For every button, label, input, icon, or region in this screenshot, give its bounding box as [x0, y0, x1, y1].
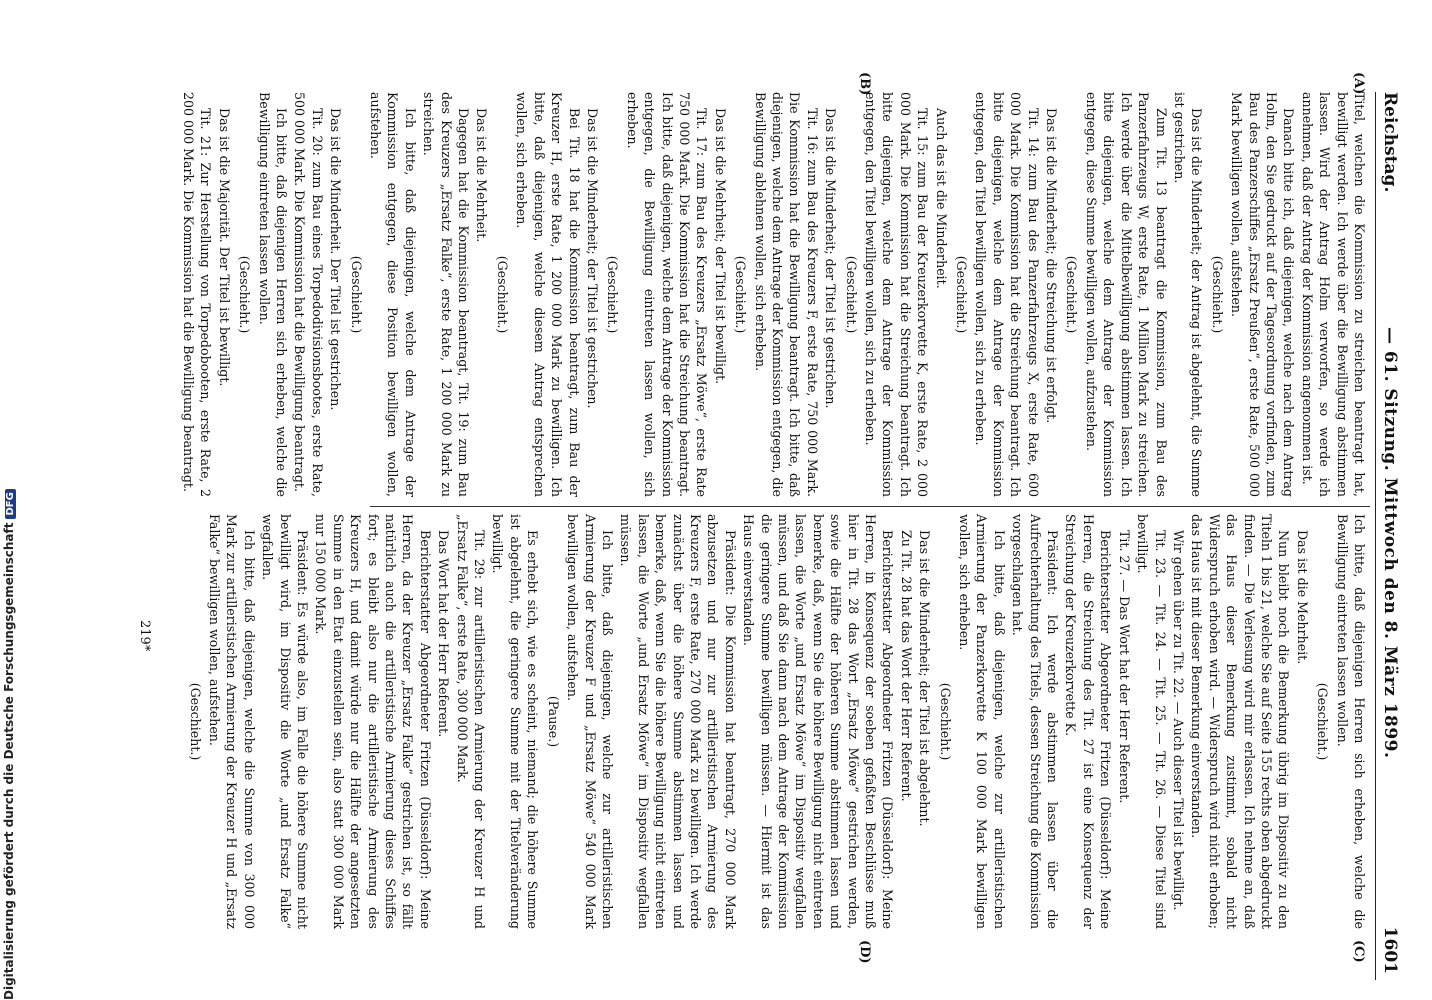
paragraph: Tit. 14: zum Bau des Panzerfahrzeugs X, erste Rate, 600 000 Mark. Die Kommission hat die Streichung beantragt. Ich bitte diejenigen, welche dem Antrage der Kommission entgegen, den Titel bewilligen wollen, sich zu erheben. — [973, 92, 1041, 497]
paragraph: Tit. 27. — Das Wort hat der Herr Referent. — [1116, 530, 1132, 804]
paragraph: Tit. 21: Zur Herstellung von Torpedobooten, erste Rate, 2 200 000 Mark. Die Kommission hat die Bewilligung beantragt. — [181, 92, 214, 497]
paragraph: Dagegen hat die Kommission beantragt, Tit. 19: zum Bau des Kreuzers „Ersatz Falke“, erste Rate, 1 200 000 Mark zu streichen. — [421, 92, 472, 497]
paragraph: Das Wort hat der Herr Referent. — [436, 530, 452, 738]
paragraph: Auch das ist die Minderheit. — [933, 108, 949, 289]
stage-direction: (Geschieht.) — [1064, 255, 1080, 334]
paragraph: Berichterstatter Abgeordneter Fritzen (Düsseldorf): Meine Herren, in Konsequenz der soeben gefaßten Beschlüsse muß hier in Tit. 28 das Wort „Ersatz Möwe“ gestrichen werden, sowie die Hälfte der höheren Summe abstimmen lassen und bemerke, daß, wenn Sie die höhere Bewilligung nicht eintreten lassen, die Worte „und Ersatz Möwe“ im Dispositiv wegfallen müssen, und daß Sie dann nach dem Antrage der Kommission die geringere Summe bewilligen müssen. — Hiermit ist das Haus einverstanden. — [741, 514, 896, 929]
header-publication: Reichstag. — [1380, 92, 1400, 193]
page-footer-signature: 219* — [137, 620, 152, 652]
stage-direction: (Geschieht.) — [187, 682, 203, 761]
paragraph: Präsident: Die Kommission hat beantragt, 270 000 Mark abzusetzen und nur zur artilleristischen Armierung des Kreuzers F, erste Rate, 270 000 Mark zu bewilligen. Ich werde zunächst über die höhere Summe abstimmen lassen und bemerke, daß, wenn Sie die höhere Bewilligung nicht eintreten lassen, die Worte „und Ersatz Möwe“ im Dispositiv wegfallen müssen. — [618, 514, 738, 929]
paragraph: Berichterstatter Abgeordneter Fritzen (Düsseldorf): Meine Herren, die Streichung des Tit. 27 ist eine Konsequenz der Streichung der Kreuzerkorvette K. — [1063, 514, 1114, 929]
paragraph: Das ist die Minderheit; der Antrag ist abgelehnt, die Summe ist gestrichen. — [1171, 92, 1205, 497]
paragraph: Ich bitte, daß diejenigen, welche dem Antrage der Kommission entgegen, diese Position bewilligen wollen, aufstehen. — [368, 92, 418, 497]
paragraph: Tit. 17: zum Bau des Kreuzers „Ersatz Möwe“, erste Rate 750 000 Mark. Die Kommission hat die Streichung beantragt. Ich bitte, daß diejenigen, welche dem Antrage der Kommission entgegen, die Bewilligung eintreten lassen wollen, sich erheben. — [624, 92, 710, 497]
stage-direction: (Pause.) — [545, 695, 561, 748]
right-column — [120, 514, 1368, 929]
paragraph: Präsident: Ich werde abstimmen lassen über die Aufrechterhaltung des Titels, dessen Streichung die Kommission vorgeschlagen hat. — [1010, 514, 1061, 929]
paragraph: Berichterstatter Abgeordneter Fritzen (Düsseldorf): Meine Herren, da der Kreuzer „Ersatz Falke“ gestrichen ist, so fällt natürlich auch die artilleristische Armierung dieses Schiffes fort; es bleibt also nur die artilleristische Armierung des Kreuzers H, und damit würde nur die Hälfte der angesetzten Summe in den Etat einzustellen sein, also statt 300 000 Mark nur 150 000 Mark. — [313, 514, 433, 929]
paragraph: Das ist die Minderheit. Der Titel ist gestrichen. — [328, 108, 344, 411]
stage-direction: (Geschieht.) — [494, 255, 510, 334]
header-page-number: 1601 — [1380, 926, 1400, 974]
header-session: — 61. Sitzung. Mittwoch den 8. März 1899. — [1380, 327, 1400, 759]
paragraph: Ich bitte, daß diejenigen, welche die Summe von 300 000 Mark zur artilleristischen Armierung der Kreuzer H und „Ersatz Falke“ bewilligen wollen, aufstehen. — [207, 514, 257, 929]
stage-direction: (Geschieht.) — [954, 255, 970, 334]
paragraph: Bei Tit. 18 hat die Kommission beantragt, zum Bau der Kreuzer H, erste Rate, 1 200 000 Mark zu bewilligen. Ich bitte, daß diejenigen, welche diesem Antrag entsprechen wollen, sich erheben. — [514, 92, 582, 497]
paragraph: Ich bitte, daß diejenigen, welche zur artilleristischen Armierung der Panzerkorvette K 100 000 Mark bewilligen wollen, sich erheben. — [957, 514, 1007, 929]
stage-direction: (Geschieht.) — [937, 682, 953, 761]
stage-direction: (Geschieht.) — [733, 255, 749, 334]
paragraph: Tit. 23. — Tit. 24. — Tit. 25. — Tit. 26. — Diese Titel sind bewilligt. — [1135, 514, 1168, 929]
paragraph: Das ist die Minderheit; der Titel ist abgelehnt. — [917, 530, 933, 827]
column-divider — [370, 506, 1370, 507]
paragraph: Titel, welchen die Kommission zu streichen beantragt hat, bewilligt werden. Ich werde über die Bewilligung abstimmen lassen. Wird der Antrag Holm verworfen, so werde ich annehmen, daß der Antrag der Kommission angenommen ist. — [1299, 92, 1367, 497]
paragraph: Das ist die Mehrheit. — [1294, 530, 1310, 665]
digitization-credit — [2, 492, 26, 1000]
page-header — [1375, 92, 1402, 980]
stage-direction: (Geschieht.) — [843, 255, 859, 334]
stage-direction: (Geschieht.) — [605, 255, 621, 334]
margin-marker-d: (D) — [857, 940, 872, 964]
paragraph: Nun bleibt noch die Bemerkung übrig im Dispositiv zu den Titeln 1 bis 21, welche Sie auf Seite 155 rechts oben abgedruckt finden. — Die Verlesung wird mir erlassen. Ich nehme an, daß das Haus dieser Bemerkung zustimmt, sobald nicht Widerspruch erhoben wird. — Widerspruch wird nicht erhoben; das Haus ist mit dieser Bemerkung einverstanden. — [1189, 514, 1292, 929]
paragraph: Tit. 15: zum Bau der Kreuzerkorvette K, erste Rate, 2 000 000 Mark. Die Kommission hat die Streichung beantragt. Ich bitte diejenigen, welche dem Antrage der Kommission entgegen, den Titel bewilligen wollen, sich zu erheben. — [863, 92, 931, 497]
paragraph: Tit. 16: zum Bau des Kreuzers F, erste Rate, 750 000 Mark. Die Kommission hat die Bewilligung beantragt. Ich bitte, daß diejenigen, welche dem Antrage der Kommission entgegen, die Bewilligung ablehnen wollen, sich erheben. — [752, 92, 820, 497]
paragraph: Präsident: Es würde also, im Falle die höhere Summe nicht bewilligt wird, im Dispositiv die Worte „und Ersatz Falke“ wegfallen. — [260, 514, 311, 929]
paragraph: Wir gehen über zu Tit. 22. — Auch dieser Titel ist bewilligt. — [1170, 530, 1186, 911]
credit-text: Digitalisierung gefördert durch die Deutsche Forschungsgemeinschaft — [2, 522, 16, 1000]
paragraph: Ich bitte, daß diejenigen Herren sich erheben, welche die Bewilligung eintreten lassen wollen. — [1334, 514, 1367, 929]
paragraph: Ich bitte, daß diejenigen, welche zur artilleristischen Armierung der Kreuzer F und „Ersatz Möwe“ 540 000 Mark bewilligen wollen, aufstehen. — [565, 514, 615, 929]
paragraph: Zum Tit. 13 beantragt die Kommission, zum Bau des Panzerfahrzeugs W, erste Rate, 1 Million Mark zu streichen. Ich werde über die Mittelbewilligung abstimmen lassen. Ich bitte diejenigen, welche dem Antrage der Kommission entgegen, diese Summe bewilligen wollen, aufzustehen. — [1083, 92, 1169, 497]
paragraph: Das ist die Minderheit; der Titel ist gestrichen. — [823, 108, 839, 409]
left-column — [120, 92, 1368, 497]
stage-direction: (Geschieht.) — [237, 255, 253, 334]
dfg-logo: DFG — [5, 489, 16, 518]
margin-marker-a: (A) — [1351, 72, 1366, 95]
stage-direction: (Geschieht.) — [1315, 682, 1331, 761]
margin-marker-c: (C) — [1351, 940, 1366, 963]
paragraph: Das ist die Minderheit; die Streichung ist erfolgt. — [1044, 108, 1060, 424]
paragraph: Tit. 20: zum Bau eines Torpedodivisionsbootes, erste Rate, 500 000 Mark. Die Kommission hat die Bewilligung beantragt. — [292, 92, 325, 497]
paragraph: Ich bitte, daß diejenigen Herren sich erheben, welche die Bewilligung eintreten lassen wollen. — [256, 92, 290, 497]
paragraph: Tit. 29: zur artilleristischen Armierung der Kreuzer H und „Ersatz Falke“, erste Rate, 300 000 Mark. — [454, 514, 488, 929]
margin-marker-b: (B) — [857, 72, 872, 96]
paragraph: Das ist die Mehrheit; der Titel ist bewilligt. — [712, 108, 728, 385]
paragraph: Das ist die Mehrheit. — [474, 108, 490, 243]
paragraph: Es erhebt sich, wie es scheint, niemand; die höhere Summe ist abgelehnt, die geringere Summe mit der Titelveränderung bewilligt. — [490, 514, 541, 929]
stage-direction: (Geschieht.) — [1209, 255, 1225, 334]
paragraph: Zu Tit. 28 hat das Wort der Herr Referent. — [898, 530, 914, 802]
stage-direction: (Geschieht.) — [348, 255, 364, 334]
paragraph: Das ist die Minderheit; der Titel ist gestrichen. — [584, 108, 600, 409]
paragraph: Danach bitte ich, daß diejenigen, welche nach dem Antrag Holm, den Sie gedruckt auf der Tagesordnung vorfinden, zum Bau des Panzerschiffes „Ersatz Preußen“, erste Rate, 500 000 Mark bewilligen wollen, aufstehen. — [1229, 92, 1297, 497]
paragraph: Das ist die Majorität. Der Titel ist bewilligt. — [216, 108, 232, 387]
